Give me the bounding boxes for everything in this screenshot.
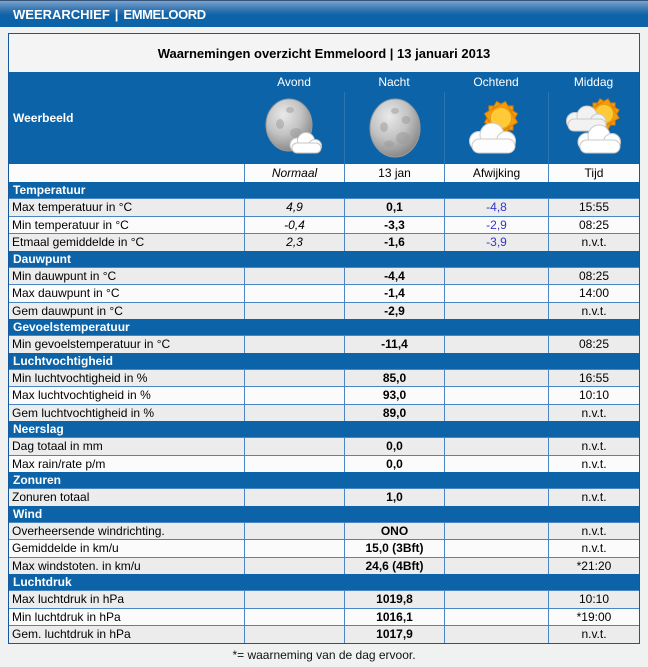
row-tijd: 14:00 bbox=[548, 285, 639, 302]
row-tijd: n.v.t. bbox=[548, 489, 639, 506]
section-header: Wind bbox=[9, 506, 639, 522]
row-label: Min dauwpunt in °C bbox=[12, 268, 117, 283]
row-tijd: *21:20 bbox=[548, 558, 639, 575]
row-label: Max temperatuur in °C bbox=[12, 200, 133, 215]
row-normaal bbox=[244, 489, 344, 506]
table-row bbox=[9, 267, 639, 285]
table-row bbox=[9, 522, 639, 540]
table-row bbox=[9, 284, 639, 302]
table-sections bbox=[9, 182, 639, 643]
row-afwijking bbox=[444, 489, 548, 506]
row-value: 1019,8 bbox=[344, 591, 444, 608]
daypart-label: Middag bbox=[573, 75, 614, 89]
column-header-normaal: Normaal bbox=[244, 164, 344, 182]
row-label: Dag totaal in mm bbox=[12, 439, 103, 454]
row-afwijking bbox=[444, 438, 548, 455]
row-tijd: n.v.t. bbox=[548, 405, 639, 422]
row-label: Min gevoelstemperatuur in °C bbox=[12, 337, 171, 352]
row-value: 0,0 bbox=[344, 456, 444, 473]
row-afwijking bbox=[444, 626, 548, 643]
row-normaal bbox=[244, 523, 344, 540]
table-row bbox=[9, 455, 639, 473]
daypart-label: Avond bbox=[277, 75, 311, 89]
row-tijd: n.v.t. bbox=[548, 438, 639, 455]
row-label: Zonuren totaal bbox=[12, 490, 90, 505]
row-normaal bbox=[244, 268, 344, 285]
row-tijd: 10:10 bbox=[548, 387, 639, 404]
section-header: Neerslag bbox=[9, 421, 639, 437]
row-label: Max windstoten. in km/u bbox=[12, 558, 141, 573]
row-normaal bbox=[244, 609, 344, 626]
row-afwijking bbox=[444, 268, 548, 285]
section-header: Gevoelstemperatuur bbox=[9, 319, 639, 335]
row-label: Max luchtdruk in hPa bbox=[12, 592, 125, 607]
sun-clouds-icon bbox=[548, 92, 639, 164]
site-title-location: EMMELOORD bbox=[123, 6, 206, 22]
row-afwijking bbox=[444, 285, 548, 302]
site-title[interactable] bbox=[13, 7, 206, 22]
table-row bbox=[9, 608, 639, 626]
sun-cloud-icon bbox=[444, 92, 548, 164]
row-tijd: 10:10 bbox=[548, 591, 639, 608]
row-value: -1,4 bbox=[344, 285, 444, 302]
table-title: Waarnemingen overzicht Emmeloord | 13 januari 2013 bbox=[9, 34, 639, 72]
table-row bbox=[9, 233, 639, 251]
site-title-separator: | bbox=[114, 6, 119, 22]
row-tijd: 15:55 bbox=[548, 199, 639, 216]
row-normaal bbox=[244, 303, 344, 320]
row-tijd: n.v.t. bbox=[548, 234, 639, 251]
row-value: 0,1 bbox=[344, 199, 444, 216]
row-label: Max rain/rate p/m bbox=[12, 456, 106, 471]
row-value: -3,3 bbox=[344, 217, 444, 234]
row-normaal: -0,4 bbox=[244, 217, 344, 234]
row-tijd: n.v.t. bbox=[548, 540, 639, 557]
daypart-label: Ochtend bbox=[473, 75, 519, 89]
row-afwijking bbox=[444, 558, 548, 575]
row-value: -4,4 bbox=[344, 268, 444, 285]
row-afwijking bbox=[444, 370, 548, 387]
row-normaal bbox=[244, 336, 344, 353]
section-header: Zonuren bbox=[9, 472, 639, 488]
row-normaal bbox=[244, 456, 344, 473]
row-normaal bbox=[244, 540, 344, 557]
row-label: Gem dauwpunt in °C bbox=[12, 303, 123, 318]
row-tijd: 16:55 bbox=[548, 370, 639, 387]
row-value: 93,0 bbox=[344, 387, 444, 404]
row-afwijking: -3,9 bbox=[444, 234, 548, 251]
row-value: 0,0 bbox=[344, 438, 444, 455]
table-row bbox=[9, 539, 639, 557]
section-header: Temperatuur bbox=[9, 182, 639, 198]
row-tijd: 08:25 bbox=[548, 217, 639, 234]
row-afwijking bbox=[444, 456, 548, 473]
row-value: 24,6 (4Bft) bbox=[344, 558, 444, 575]
row-value: -11,4 bbox=[344, 336, 444, 353]
row-label: Min temperatuur in °C bbox=[12, 217, 129, 232]
daypart-icon-row bbox=[244, 92, 639, 164]
row-value: 15,0 (3Bft) bbox=[344, 540, 444, 557]
row-value: 1,0 bbox=[344, 489, 444, 506]
row-label: Gem luchtvochtigheid in % bbox=[12, 405, 155, 420]
row-label: Min luchtdruk in hPa bbox=[12, 609, 121, 624]
daypart-label-row bbox=[244, 72, 639, 92]
row-tijd: 08:25 bbox=[548, 268, 639, 285]
site-header bbox=[0, 0, 648, 27]
row-afwijking bbox=[444, 591, 548, 608]
column-header-empty bbox=[9, 164, 244, 182]
row-label: Gemiddelde in km/u bbox=[12, 541, 119, 556]
row-normaal: 2,3 bbox=[244, 234, 344, 251]
moon-icon bbox=[344, 92, 444, 164]
row-normaal bbox=[244, 626, 344, 643]
row-tijd: n.v.t. bbox=[548, 303, 639, 320]
table-row bbox=[9, 369, 639, 387]
row-normaal bbox=[244, 438, 344, 455]
weerbeeld-label: Weerbeeld bbox=[13, 111, 74, 125]
row-afwijking bbox=[444, 405, 548, 422]
row-tijd: 08:25 bbox=[548, 336, 639, 353]
table-row bbox=[9, 488, 639, 506]
table-row bbox=[9, 404, 639, 422]
row-normaal bbox=[244, 370, 344, 387]
column-header-afwijking: Afwijking bbox=[444, 164, 548, 182]
row-normaal bbox=[244, 387, 344, 404]
row-afwijking bbox=[444, 336, 548, 353]
row-afwijking bbox=[444, 303, 548, 320]
row-afwijking: -2,9 bbox=[444, 217, 548, 234]
row-label: Min luchtvochtigheid in % bbox=[12, 370, 148, 385]
row-afwijking bbox=[444, 540, 548, 557]
table-row bbox=[9, 198, 639, 216]
section-header: Luchtvochtigheid bbox=[9, 353, 639, 369]
column-header-day: 13 jan bbox=[344, 164, 444, 182]
weerbeeld-section bbox=[9, 72, 639, 164]
table-row bbox=[9, 557, 639, 575]
row-value: ONO bbox=[344, 523, 444, 540]
row-label: Gem. luchtdruk in hPa bbox=[12, 627, 131, 642]
row-value: 1016,1 bbox=[344, 609, 444, 626]
moon-cloud-icon bbox=[244, 92, 344, 164]
daypart-label: Nacht bbox=[378, 75, 410, 89]
site-title-brand: WEERARCHIEF bbox=[13, 6, 110, 22]
table-row bbox=[9, 302, 639, 320]
row-tijd: n.v.t. bbox=[548, 626, 639, 643]
row-normaal bbox=[244, 405, 344, 422]
row-label: Etmaal gemiddelde in °C bbox=[12, 235, 145, 250]
section-header: Dauwpunt bbox=[9, 251, 639, 267]
row-normaal bbox=[244, 591, 344, 608]
table-row bbox=[9, 590, 639, 608]
row-label: Overheersende windrichting. bbox=[12, 523, 165, 538]
row-normaal bbox=[244, 285, 344, 302]
table-row bbox=[9, 437, 639, 455]
row-value: -1,6 bbox=[344, 234, 444, 251]
row-tijd: *19:00 bbox=[548, 609, 639, 626]
weerbeeld-columns bbox=[244, 72, 639, 164]
row-normaal bbox=[244, 558, 344, 575]
table-row bbox=[9, 386, 639, 404]
footnote: *= waarneming van de dag ervoor. bbox=[232, 647, 416, 662]
section-header: Luchtdruk bbox=[9, 574, 639, 590]
table-row bbox=[9, 625, 639, 643]
row-tijd: n.v.t. bbox=[548, 456, 639, 473]
row-value: 85,0 bbox=[344, 370, 444, 387]
row-label: Max dauwpunt in °C bbox=[12, 286, 120, 301]
row-label: Max luchtvochtigheid in % bbox=[12, 388, 151, 403]
row-value: 1017,9 bbox=[344, 626, 444, 643]
table-row bbox=[9, 335, 639, 353]
table-row bbox=[9, 216, 639, 234]
row-tijd: n.v.t. bbox=[548, 523, 639, 540]
row-afwijking bbox=[444, 609, 548, 626]
row-afwijking: -4,8 bbox=[444, 199, 548, 216]
row-value: -2,9 bbox=[344, 303, 444, 320]
weather-archive-table bbox=[8, 33, 640, 644]
column-header-row bbox=[9, 164, 639, 182]
row-afwijking bbox=[444, 523, 548, 540]
column-header-tijd: Tijd bbox=[548, 164, 639, 182]
row-afwijking bbox=[444, 387, 548, 404]
row-normaal: 4,9 bbox=[244, 199, 344, 216]
row-value: 89,0 bbox=[344, 405, 444, 422]
